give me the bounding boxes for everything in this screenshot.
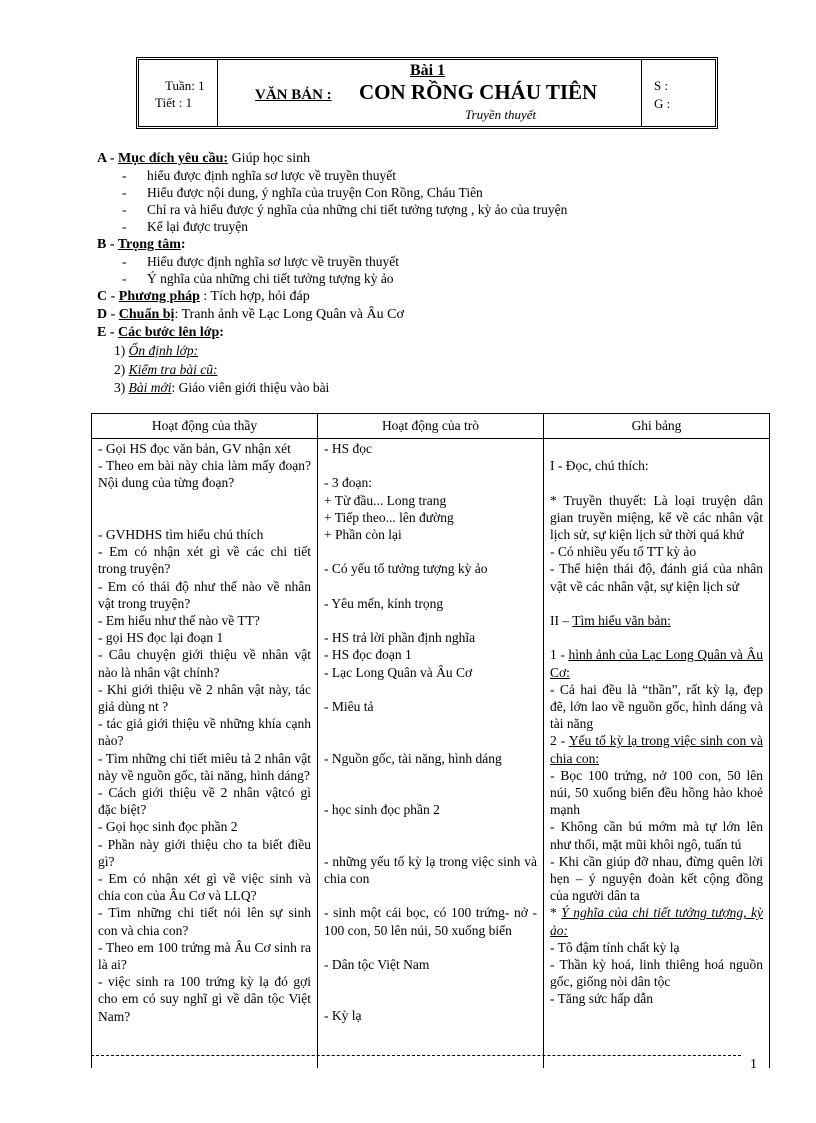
list-item: - GVHDHS tìm hiểu chú thích [98, 526, 264, 542]
lesson-table [91, 413, 770, 1068]
list-item: - [122, 271, 127, 286]
step-item: 2) Kiểm tra bài cũ: [114, 362, 218, 377]
list-item: - [122, 254, 127, 269]
header-right-cell [641, 60, 715, 126]
list-item: - Có nhiều yếu tố TT kỳ ảo [550, 544, 697, 560]
list-item: - Gọi học sinh đọc phần 2 [98, 819, 238, 835]
text-label: VĂN BẢN : [255, 87, 332, 103]
list-item: - Thần kỳ hoá, linh thiêng hoá nguồn gốc, giống nòi dân tộc [550, 957, 763, 990]
list-item: - Tìm những chi tiết miêu tả 2 nhân vật này về nguồn gốc, tài năng, hình dáng? [98, 750, 311, 783]
list-item: - Theo em 100 trứng mà Âu Cơ sinh ra là ai? [98, 939, 311, 973]
list-item: - Theo em bài này chia làm mấy đoạn? Nội dung của từng đoạn? [98, 458, 311, 491]
list-item: Ý nghĩa của những chi tiết tưởng tượng kỳ ảo [147, 271, 394, 286]
list-item: - Em có nhận xét gì về các chi tiết trong truyện? [98, 544, 311, 577]
list-item: - việc sinh ra 100 trứng kỳ lạ đó gợi cho em có suy nghĩ gì về dân tộc Việt Nam? [98, 974, 311, 1024]
genre-label: Truyền thuyết [465, 107, 537, 122]
section-b-heading: B - Trọng tâm: [97, 237, 186, 252]
g-label: G : [654, 96, 671, 111]
list-item: - Gọi HS đọc văn bản, GV nhận xét [98, 441, 291, 456]
list-item: - Khi giới thiệu về 2 nhân vật này, tác giả dùng nt ? [98, 681, 311, 715]
list-item: - Em có nhận xét gì về việc sinh và chia con của Âu Cơ và LLQ? [98, 871, 311, 904]
board-section-2: II – Tìm hiểu văn bản: [550, 612, 671, 628]
s-label: S : [654, 78, 669, 93]
board-part-2: 2 - Yếu tố kỳ lạ trong việc sinh con và chia con: [550, 733, 763, 766]
list-item: + Từ đầu... Long trang [324, 492, 447, 508]
step-item: 1) Ổn định lớp: [114, 343, 199, 358]
list-item: - Em hiểu như thế nào về TT? [98, 613, 260, 628]
student-column [318, 439, 544, 1069]
page-title: CON RỒNG CHÁU TIÊN [359, 80, 598, 104]
list-item: - Dân tộc Việt Nam [324, 956, 430, 972]
list-item: - Kỳ lạ [324, 1008, 362, 1024]
list-item: - gọi HS đọc lại đoạn 1 [98, 630, 224, 646]
list-item: - [122, 202, 127, 217]
teacher-column [92, 439, 318, 1069]
list-item: - Lạc Long Quân và Âu Cơ [324, 664, 473, 680]
step-item: 3) Bài mới: Giáo viên giới thiệu vào bài [114, 380, 330, 395]
list-item: hiểu được định nghĩa sơ lược về truyền thuyết [147, 168, 396, 183]
list-item: - Bọc 100 trứng, nở 100 con, 50 lên núi, 50 xuống biển đều hồng hào khoẻ mạnh [550, 767, 763, 818]
list-item: - sinh một cái bọc, có 100 trứng- nở - 100 con, 50 lên núi, 50 xuống biển [324, 905, 537, 938]
list-item: - Em có thái độ như thế nào về nhân vật trong truyện? [98, 578, 311, 611]
list-item: Hiểu được định nghĩa sơ lược về truyền thuyết [147, 254, 399, 269]
definition-text: * Truyền thuyết: Là loại truyện dân gian truyền miệng, kể về các nhân vật lịch sử, sự kiện lịch sử thời quá khứ [550, 492, 763, 542]
header-left-cell [139, 60, 218, 126]
list-item: Hiểu được nội dung, ý nghĩa của truyện Con Rồng, Cháu Tiên [147, 185, 483, 200]
list-item: Kể lại được truyện [147, 219, 249, 234]
column-header-board: Ghi bảng [544, 414, 770, 439]
column-header-teacher: Hoạt động của thầy [92, 414, 318, 439]
list-item: - Miêu tả [324, 698, 374, 714]
list-item: - Có yếu tố tưởng tượng kỳ ảo [324, 561, 488, 577]
list-item: + Phần còn lại [324, 527, 402, 542]
table-row [92, 439, 770, 1069]
list-item: - HS đọc [324, 441, 372, 456]
list-item: - HS trả lời phần định nghĩa [324, 630, 476, 646]
lesson-number: Bài 1 [410, 62, 446, 79]
board-section-1: I - Đọc, chú thích: [550, 458, 649, 474]
board-part-3: * Ý nghĩa của chi tiết tưởng tượng, kỳ ảo: [550, 905, 764, 938]
list-item: - 3 đoạn: [324, 475, 372, 491]
list-item: - Yêu mến, kính trọng [324, 595, 444, 611]
list-item: - Tìm những chi tiết nói lên sự sinh con và chia con? [98, 905, 311, 938]
page-number: 1 [750, 1057, 757, 1072]
table-header-row [92, 414, 770, 439]
list-item: - [122, 219, 127, 234]
list-item: - Nguồn gốc, tài năng, hình dáng [324, 750, 502, 766]
list-item: - Khi cần giúp đỡ nhau, đừng quên lời hẹn – ý nguyện đoàn kết cộng đồng của người dân ta [550, 853, 763, 904]
lesson-header [136, 57, 718, 129]
section-d-heading: D - Chuẩn bị: Tranh ảnh về Lạc Long Quân và Âu Cơ [97, 307, 404, 322]
section-c-heading: C - Phương pháp : Tích hợp, hỏi đáp [97, 289, 310, 304]
period-label: Tiết : 1 [155, 95, 193, 110]
list-item: - những yếu tố kỳ lạ trong việc sinh và chia con [324, 853, 537, 886]
board-part-1: 1 - hình ảnh của Lạc Long Quân và Âu Cơ: [550, 647, 764, 680]
list-item: - Cách giới thiệu về 2 nhân vậtcó gì đặc biệt? [98, 785, 311, 818]
page-footer-divider [91, 1055, 741, 1056]
list-item: + Tiếp theo... lên đường [324, 509, 454, 525]
section-a-heading: A - Mục đích yêu cầu: Giúp học sinh [97, 151, 311, 166]
list-item: - Câu chuyện giới thiệu về nhân vật nào là nhân vật chính? [98, 647, 311, 680]
list-item: - [122, 168, 127, 183]
list-item: - Tô đậm tính chất kỳ lạ [550, 939, 680, 955]
week-label: Tuần: 1 [165, 78, 205, 93]
list-item: - Thể hiện thái độ, đánh giá của nhân vật về các nhân vật, sự kiện lịch sử [550, 561, 763, 594]
board-column [544, 439, 770, 1069]
section-e-heading: E - Các bước lên lớp: [97, 325, 224, 340]
list-item: - Không cần bú mớm mà tự lớn lên như thổi, mặt mũi khôi ngô, tuấn tú [550, 819, 763, 852]
list-item: - Tăng sức hấp dẫn [550, 991, 654, 1007]
list-item: - HS đọc đoạn 1 [324, 647, 412, 663]
list-item: - [122, 185, 127, 200]
list-item: - tác giả giới thiệu về những khía cạnh nào? [98, 716, 311, 749]
list-item: - Cả hai đều là “thần”, rất kỳ lạ, đẹp đẽ, lớn lao về nguồn gốc, hình dáng và tài năng [550, 681, 763, 732]
list-item: - Phần này giới thiệu cho ta biết điều gì? [98, 836, 311, 869]
column-header-student: Hoạt động của trò [318, 414, 544, 439]
list-item: - học sinh đọc phần 2 [324, 802, 440, 818]
list-item: Chỉ ra và hiểu được ý nghĩa của những chi tiết tưởng tượng , kỳ ảo của truyện [147, 202, 568, 217]
